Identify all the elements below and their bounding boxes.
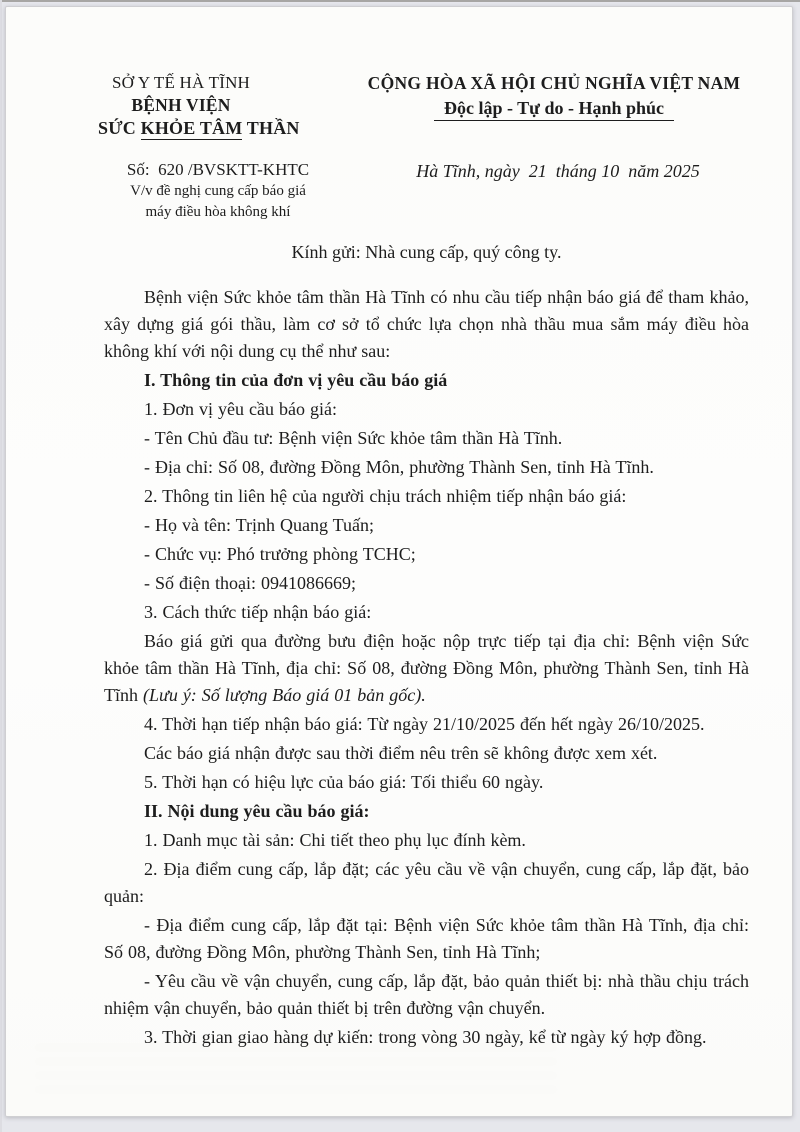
paragraph-run: 5. Thời hạn có hiệu lực của báo giá: Tối thiểu 60 ngày. <box>144 772 544 792</box>
document-body <box>104 284 749 1051</box>
document-number: Số: 620 /BVSKTT-KHTC <box>126 160 310 179</box>
paragraph-run: - Địa chỉ: Số 08, đường Đồng Môn, phường Thành Sen, tỉnh Hà Tĩnh. <box>144 457 654 477</box>
paragraph-run: - Số điện thoại: 0941086669; <box>144 573 356 593</box>
issuer-org-name-pre: SỨC <box>98 118 141 138</box>
paragraph-run: 4. Thời hạn tiếp nhận báo giá: Từ ngày 21/10/2025 đến hết ngày 26/10/2025. <box>144 714 705 734</box>
body-paragraph <box>104 599 749 626</box>
paragraph-run-italic: (Lưu ý: Số lượng Báo giá 01 bản gốc). <box>143 685 426 705</box>
national-motto-text: Độc lập - Tự do - Hạnh phúc <box>434 98 674 121</box>
paragraph-run: Các báo giá nhận được sau thời điểm nêu trên sẽ không được xem xét. <box>144 743 658 763</box>
section-heading <box>104 367 749 394</box>
paragraph-run: 1. Danh mục tài sản: Chi tiết theo phụ lục đính kèm. <box>144 830 526 850</box>
document-page <box>5 6 793 1117</box>
issuer-org-name-line2 <box>98 117 300 140</box>
paragraph-run: 2. Địa điểm cung cấp, lắp đặt; các yêu cầu về vận chuyển, cung cấp, lắp đặt, bảo quản: <box>104 859 749 906</box>
paragraph-run: - Tên Chủ đầu tư: Bệnh viện Sức khỏe tâm thần Hà Tĩnh. <box>144 428 563 448</box>
reference-row <box>104 159 749 225</box>
national-header-block <box>354 71 754 121</box>
issuer-parent-org: SỞ Y TẾ HÀ TĨNH <box>111 73 251 92</box>
salutation: Kính gửi: Nhà cung cấp, quý công ty. <box>291 242 562 262</box>
bleed-through-artifact <box>36 1046 556 1098</box>
body-paragraph <box>104 425 749 452</box>
paragraph-run: II. Nội dung yêu cầu báo giá: <box>144 801 370 821</box>
issuer-block <box>98 71 300 140</box>
body-paragraph <box>104 570 749 597</box>
body-paragraph <box>104 512 749 539</box>
body-paragraph <box>104 827 749 854</box>
section-heading <box>104 798 749 825</box>
paragraph-run: - Yêu cầu về vận chuyển, cung cấp, lắp đặt, bảo quản thiết bị: nhà thầu chịu trách nhiệm vận chuyển, bảo quản thiết bị trên đường vận chuyển. <box>104 971 749 1018</box>
body-paragraph <box>104 483 749 510</box>
paragraph-run: 3. Cách thức tiếp nhận báo giá: <box>144 602 372 622</box>
body-paragraph <box>104 740 749 767</box>
body-paragraph <box>104 396 749 423</box>
paragraph-run: 2. Thông tin liên hệ của người chịu trách nhiệm tiếp nhận báo giá: <box>144 486 627 506</box>
issuer-org-name-underlined: KHỎE TÂM <box>140 118 243 138</box>
document-subject-line1: V/v đề nghị cung cấp báo giá <box>130 183 306 199</box>
paragraph-run: - Họ và tên: Trịnh Quang Tuấn; <box>144 515 375 535</box>
paragraph-run: 3. Thời gian giao hàng dự kiến: trong vòng 30 ngày, kể từ ngày ký hợp đồng. <box>144 1027 707 1047</box>
document-subject-line2: máy điều hòa không khí <box>145 204 291 220</box>
body-paragraph <box>104 1024 749 1051</box>
issuer-org-name-post: THẦN <box>242 118 300 138</box>
paragraph-run: Báo giá gửi qua đường bưu điện hoặc nộp trực tiếp tại địa chỉ: Bệnh viện Sức khỏe tâm thần Hà Tĩnh, địa chỉ: Số 08, đường Đồng Môn, phường Thành Sen, tỉnh Hà Tĩnh <box>104 631 749 705</box>
body-paragraph <box>104 454 749 481</box>
national-title: CỘNG HÒA XÃ HỘI CHỦ NGHĨA VIỆT NAM <box>367 73 741 93</box>
reference-block <box>104 159 332 223</box>
body-paragraph <box>104 856 749 910</box>
paragraph-run: - Địa điểm cung cấp, lắp đặt tại: Bệnh viện Sức khỏe tâm thần Hà Tĩnh, địa chỉ: Số 08, đường Đồng Môn, phường Thành Sen, tỉnh Hà Tĩnh; <box>104 915 749 962</box>
photo-edge-top <box>0 0 800 2</box>
paragraph-run: Bệnh viện Sức khỏe tâm thần Hà Tĩnh có nhu cầu tiếp nhận báo giá để tham khảo, xây dựng giá gói thầu, làm cơ sở tổ chức lựa chọn nhà thầu mua sắm máy điều hòa không khí với nội dung cụ thể như sau: <box>104 287 749 361</box>
photo-edge-left <box>0 0 2 1132</box>
body-paragraph <box>104 769 749 796</box>
issuer-org-name-line1: BỆNH VIỆN <box>131 95 231 115</box>
document-header <box>98 71 749 143</box>
body-paragraph <box>104 912 749 966</box>
body-paragraph <box>104 541 749 568</box>
body-paragraph <box>104 711 749 738</box>
place-and-date: Hà Tĩnh, ngày 21 tháng 10 năm 2025 <box>416 161 700 181</box>
body-paragraph <box>104 284 749 365</box>
body-paragraph <box>104 968 749 1022</box>
paragraph-run: 1. Đơn vị yêu cầu báo giá: <box>144 399 337 419</box>
national-motto <box>354 96 754 121</box>
paragraph-run: - Chức vụ: Phó trưởng phòng TCHC; <box>144 544 416 564</box>
document-content <box>6 7 792 1051</box>
paragraph-run: I. Thông tin của đơn vị yêu cầu báo giá <box>144 370 448 390</box>
body-paragraph <box>104 628 749 709</box>
